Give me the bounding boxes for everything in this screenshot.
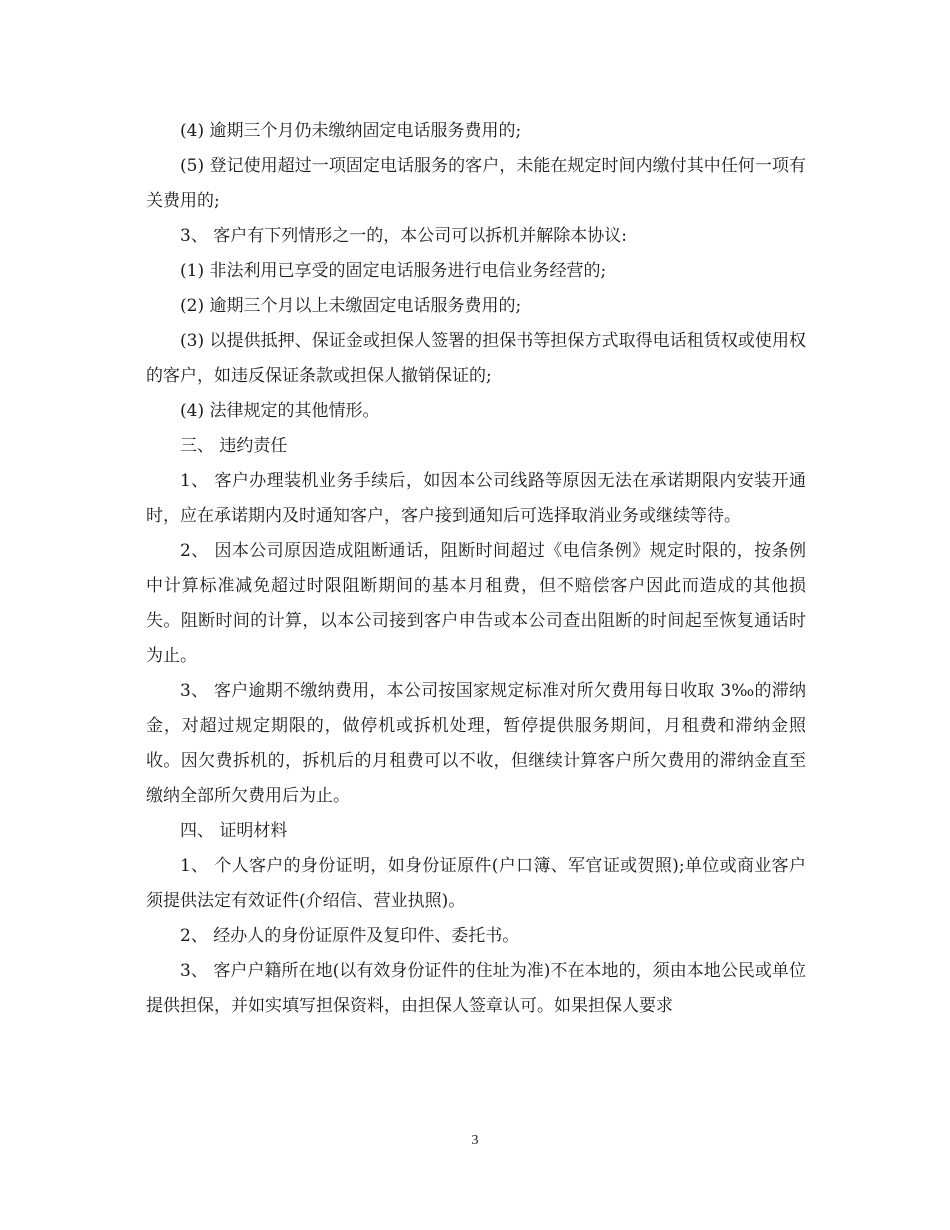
paragraph-guarantee-violation: (3) 以提供抵押、保证金或担保人签署的担保书等担保方式取得电话租赁权或使用权的客户，如违反保证条款或担保人撤销保证的; (146, 331, 806, 386)
paragraph-residency-guarantee: 3、 客户户籍所在地(以有效身份证件的住址为准)不在本地的，须由本地公民或单位提供担保，并如实填写担保资料，由担保人签章认可。如果担保人要求 (146, 961, 806, 1016)
paragraph-multiple-services: (5) 登记使用超过一项固定电话服务的客户，未能在规定时间内缴付其中任何一项有关费用的; (146, 156, 806, 211)
paragraph-call-interruption: 2、 因本公司原因造成阻断通话，阻断时间超过《电信条例》规定时限的，按条例中计算标准减免超过时限阻断期间的基本月租费，但不赔偿客户因此而造成的其他损失。阻断时间的计算，以本公司接到客户申告或本公司查出阻断的时间起至恢复通话时为止。 (146, 541, 806, 666)
paragraph-other-legal-cases: (4) 法律规定的其他情形。 (180, 401, 380, 421)
section-heading-documents: 四、 证明材料 (180, 821, 288, 841)
document-body (146, 114, 806, 1024)
paragraph-agent-id: 2、 经办人的身份证原件及复印件、委托书。 (180, 926, 520, 946)
paragraph-personal-id: 1、 个人客户的身份证明，如身份证原件(户口簿、军官证或贺照);单位或商业客户须提供法定有效证件(介绍信、营业执照)。 (146, 856, 806, 911)
paragraph-overdue-three-months: (4) 逾期三个月仍未缴纳固定电话服务费用的; (180, 121, 522, 141)
section-heading-liability: 三、 违约责任 (180, 436, 288, 456)
paragraph-overdue-fees: (2) 逾期三个月以上未缴固定电话服务费用的; (180, 296, 522, 316)
paragraph-termination-conditions: 3、 客户有下列情形之一的，本公司可以拆机并解除本协议: (180, 226, 627, 246)
paragraph-late-fee: 3、 客户逾期不缴纳费用，本公司按国家规定标准对所欠费用每日收取 3‰的滞纳金，对超过规定期限的，做停机或拆机处理，暂停提供服务期间，月租费和滞纳金照收。因欠费拆机的，拆机后的月租费可以不收，但继续计算客户所欠费用的滞纳金直至缴纳全部所欠费用后为止。 (146, 681, 806, 806)
page-number: 3 (471, 1133, 479, 1148)
paragraph-illegal-use: (1) 非法利用已享受的固定电话服务进行电信业务经营的; (180, 261, 607, 281)
paragraph-installation-delay: 1、 客户办理装机业务手续后，如因本公司线路等原因无法在承诺期限内安装开通时，应在承诺期内及时通知客户，客户接到通知后可选择取消业务或继续等待。 (146, 471, 806, 526)
